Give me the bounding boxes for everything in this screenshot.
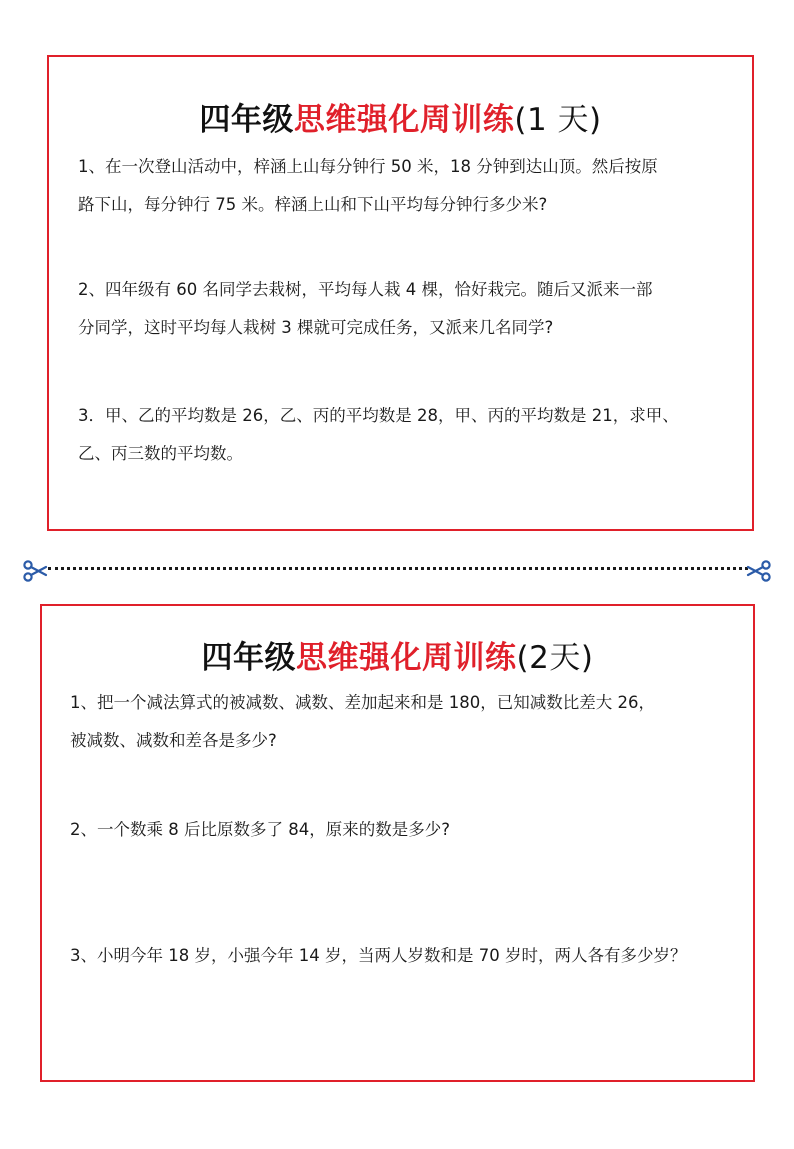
title-topic: 思维强化周训练 [293, 102, 515, 138]
worksheet-card-day-2 [40, 604, 755, 1082]
title-day: (1 天) [514, 102, 602, 138]
question-2 [78, 271, 652, 347]
card-title [49, 94, 752, 139]
title-day: (2天) [516, 640, 594, 676]
title-topic: 思维强化周训练 [296, 640, 517, 676]
question-3 [70, 937, 686, 975]
question-line: 1、在一次登山活动中，梓涵上山每分钟行 50 米，18 分钟到达山顶。然后按原 [78, 157, 658, 176]
card-title [42, 632, 753, 677]
question-line: 2、四年级有 60 名同学去栽树，平均每人栽 4 棵，恰好栽完。随后又派来一部 [78, 280, 653, 299]
title-grade: 四年级 [201, 640, 297, 676]
cut-line [48, 567, 748, 570]
question-line: 乙、丙三数的平均数。 [78, 444, 243, 463]
title-grade: 四年级 [199, 102, 294, 138]
question-line: 1、把一个减法算式的被减数、减数、差加起来和是 180，已知减数比差大 26， [70, 693, 655, 712]
question-line: 路下山，每分钟行 75 米。梓涵上山和下山平均每分钟行多少米? [78, 195, 548, 214]
question-1 [70, 684, 655, 760]
scissors-icon [746, 558, 772, 584]
question-2 [70, 811, 450, 849]
scissors-icon [22, 558, 48, 584]
question-line: 分同学，这时平均每人栽树 3 棵就可完成任务，又派来几名同学? [78, 318, 554, 337]
question-line: 2、一个数乘 8 后比原数多了 84，原来的数是多少? [70, 820, 450, 839]
question-line: 3．甲、乙的平均数是 26，乙、丙的平均数是 28，甲、丙的平均数是 21，求甲、 [78, 406, 679, 425]
question-line: 被减数、减数和差各是多少? [70, 731, 277, 750]
question-3 [78, 397, 679, 473]
question-1 [78, 148, 658, 224]
question-line: 3、小明今年 18 岁，小强今年 14 岁，当两人岁数和是 70 岁时，两人各有多少岁？ [70, 946, 687, 965]
worksheet-card-day-1 [47, 55, 754, 531]
